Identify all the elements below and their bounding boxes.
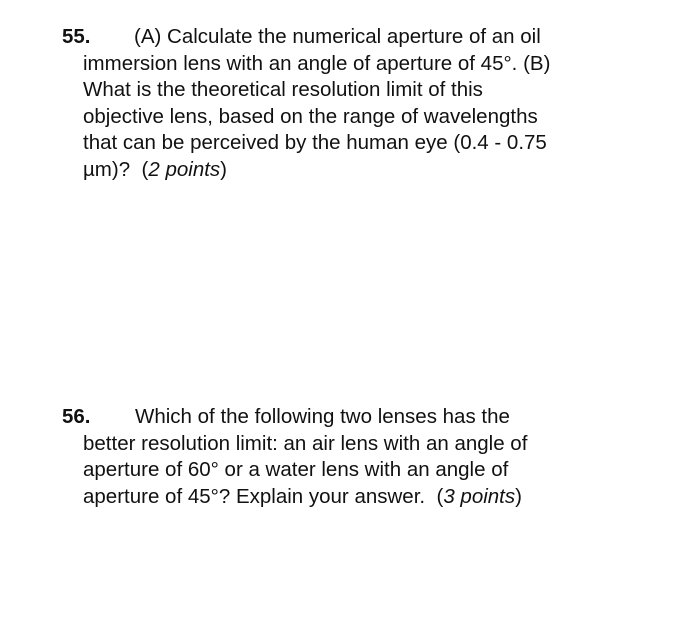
question-55 xyxy=(62,24,622,183)
question-text: immersion lens with an angle of aperture of 45°. (B) xyxy=(83,51,551,75)
question-text: better resolution limit: an air lens with an angle of xyxy=(83,431,528,455)
points-close: ) xyxy=(515,484,522,508)
points-open: ( xyxy=(141,157,149,181)
question-56 xyxy=(62,404,622,510)
question-text: What is the theoretical resolution limit of this xyxy=(83,78,483,101)
question-text: aperture of 60° or a water lens with an angle of xyxy=(83,458,509,481)
points-value: 3 points xyxy=(443,484,516,508)
question-line xyxy=(62,24,622,51)
question-number: 56. xyxy=(62,405,91,428)
question-text: objective lens, based on the range of wavelengths xyxy=(83,104,538,128)
points-close: ) xyxy=(220,157,227,181)
question-text: aperture of 45°? Explain your answer. xyxy=(83,484,426,508)
question-line xyxy=(62,404,622,431)
points-value: 2 points xyxy=(148,157,221,181)
question-text: that can be perceived by the human eye (0.4 - 0.75 xyxy=(83,131,547,154)
question-text: (A) Calculate the numerical aperture of an oil xyxy=(134,25,541,48)
question-line xyxy=(62,484,622,511)
question-text: Which of the following two lenses has the xyxy=(135,405,510,428)
points-open: ( xyxy=(436,484,444,508)
question-line xyxy=(62,157,622,184)
question-text: µm)? xyxy=(83,157,131,181)
question-number: 55. xyxy=(62,25,91,48)
